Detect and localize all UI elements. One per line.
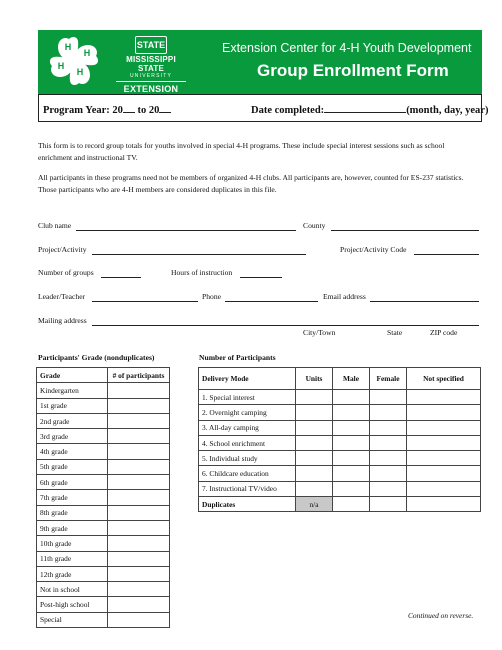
grade-label: 9th grade (37, 520, 108, 535)
female-cell[interactable] (370, 466, 407, 481)
grade-label: 8th grade (37, 505, 108, 520)
intro-paragraph-1: This form is to record group totals for youths involved in special 4-H programs. These include special interest sessions such as school enrichment and instructional TV. (38, 141, 445, 162)
msu-extension-logo (112, 36, 190, 94)
grade-label: Kindergarten (37, 383, 108, 398)
female-cell[interactable] (370, 435, 407, 450)
not-specified-cell[interactable] (407, 435, 481, 450)
city-town-label: City/Town (303, 328, 336, 337)
grade-count-cell[interactable] (108, 475, 170, 490)
grade-label: 5th grade (37, 459, 108, 474)
svg-text:H: H (83, 48, 91, 58)
grade-label: Post-high school (37, 597, 108, 612)
leader-teacher-line[interactable] (92, 301, 198, 302)
grade-label: Not in school (37, 582, 108, 597)
male-header: Male (333, 368, 370, 390)
delivery-mode-row (199, 390, 481, 405)
club-name-line[interactable] (76, 230, 296, 231)
date-completed-field (251, 102, 488, 116)
to-label: to 20 (137, 105, 160, 116)
units-cell[interactable] (296, 481, 333, 496)
units-cell[interactable] (296, 405, 333, 420)
email-line[interactable] (370, 301, 479, 302)
units-cell[interactable] (296, 420, 333, 435)
grade-row (37, 582, 170, 597)
grade-label: 7th grade (37, 490, 108, 505)
male-cell[interactable] (333, 420, 370, 435)
phone-label: Phone (202, 292, 221, 301)
program-year-bar (38, 94, 489, 122)
female-cell[interactable] (370, 451, 407, 466)
msu-seal: STATE (135, 36, 167, 54)
grade-count-cell[interactable] (108, 551, 170, 566)
not-specified-header: Not specified (407, 368, 481, 390)
delivery-mode-label: 2. Overnight camping (199, 405, 296, 420)
not-specified-cell[interactable] (407, 405, 481, 420)
hours-of-instruction-line[interactable] (240, 277, 282, 278)
hours-of-instruction-label: Hours of instruction (171, 268, 233, 277)
grade-count-cell[interactable] (108, 505, 170, 520)
delivery-mode-row (199, 420, 481, 435)
mailing-address-line[interactable] (92, 325, 479, 326)
delivery-mode-header: Delivery Mode (199, 368, 296, 390)
start-year-blank[interactable] (123, 102, 135, 113)
mailing-address-label: Mailing address (38, 316, 87, 325)
grade-table (36, 367, 170, 628)
female-cell[interactable] (370, 405, 407, 420)
female-cell[interactable] (370, 390, 407, 405)
program-year-field (43, 102, 171, 116)
delivery-mode-row (199, 405, 481, 420)
msu-name: MISSISSIPPI STATE (126, 55, 176, 73)
svg-text:H: H (76, 67, 84, 77)
state-label: State (387, 328, 403, 337)
number-of-groups-line[interactable] (101, 277, 141, 278)
participants-section-title: Number of Participants (199, 353, 276, 362)
grade-count-cell[interactable] (108, 429, 170, 444)
grade-label: 4th grade (37, 444, 108, 459)
leader-teacher-label: Leader/Teacher (38, 292, 86, 301)
phone-line[interactable] (225, 301, 318, 302)
grade-header: Grade (37, 368, 108, 383)
intro-paragraph-2: All participants in these programs need not be members of organized 4-H clubs. All participants are, however, counted for ES-237 statistics. Those participants who are 4-H members are considered duplicates in this file. (38, 173, 464, 194)
number-of-groups-label: Number of groups (38, 268, 94, 277)
msu-university: UNIVERSITY (129, 73, 172, 79)
project-activity-code-line[interactable] (414, 254, 479, 255)
units-cell[interactable] (296, 390, 333, 405)
project-activity-label: Project/Activity (38, 245, 87, 254)
project-activity-line[interactable] (92, 254, 306, 255)
not-specified-cell[interactable] (407, 420, 481, 435)
grade-row (37, 429, 170, 444)
delivery-mode-row (199, 481, 481, 496)
delivery-mode-label: 1. Special interest (199, 390, 296, 405)
delivery-mode-row (199, 451, 481, 466)
grade-count-cell[interactable] (108, 566, 170, 581)
grade-label: Special (37, 612, 108, 627)
units-header: Units (296, 368, 333, 390)
delivery-mode-label: 7. Instructional TV/video (199, 481, 296, 496)
continued-note: Continued on reverse. (408, 611, 474, 620)
grade-label: 1st grade (37, 398, 108, 413)
svg-text:H: H (57, 61, 65, 71)
date-completed-label: Date completed: (251, 105, 325, 116)
grade-row (37, 413, 170, 428)
end-year-blank[interactable] (159, 102, 171, 113)
program-year-label: Program Year: 20 (43, 105, 123, 116)
grade-label: 2nd grade (37, 413, 108, 428)
date-completed-blank[interactable] (324, 102, 406, 113)
duplicates-label: Duplicates (199, 497, 296, 512)
county-line[interactable] (331, 230, 479, 231)
grade-count-cell[interactable] (108, 444, 170, 459)
delivery-mode-label: 5. Individual study (199, 451, 296, 466)
not-specified-cell[interactable] (407, 481, 481, 496)
duplicates-female-cell[interactable] (370, 497, 407, 512)
delivery-mode-row (199, 435, 481, 450)
grade-count-cell[interactable] (108, 536, 170, 551)
female-cell[interactable] (370, 420, 407, 435)
grade-count-cell[interactable] (108, 597, 170, 612)
male-cell[interactable] (333, 466, 370, 481)
duplicates-not-specified-cell[interactable] (407, 497, 481, 512)
male-cell[interactable] (333, 405, 370, 420)
svg-text:H: H (64, 42, 72, 52)
email-label: Email address (323, 292, 366, 301)
male-cell[interactable] (333, 451, 370, 466)
grade-label: 10th grade (37, 536, 108, 551)
not-specified-cell[interactable] (407, 390, 481, 405)
grade-row (37, 551, 170, 566)
grade-row (37, 520, 170, 535)
msu-extension: EXTENSION (123, 84, 179, 94)
delivery-mode-label: 3. All-day camping (199, 420, 296, 435)
duplicates-male-cell[interactable] (333, 497, 370, 512)
grade-row (37, 475, 170, 490)
not-specified-cell[interactable] (407, 451, 481, 466)
grade-row (37, 597, 170, 612)
grade-count-cell[interactable] (108, 413, 170, 428)
units-cell[interactable] (296, 466, 333, 481)
grade-row (37, 398, 170, 413)
participants-count-header: # of participants (108, 368, 170, 383)
grade-label: 11th grade (37, 551, 108, 566)
header-subtitle: Extension Center for 4-H Youth Development (222, 41, 472, 55)
units-cell[interactable] (296, 451, 333, 466)
duplicates-units-na: n/a (296, 497, 333, 512)
msu-rule (116, 81, 186, 82)
grade-row (37, 566, 170, 581)
grade-row (37, 536, 170, 551)
grade-count-cell[interactable] (108, 612, 170, 627)
participants-table (198, 367, 481, 512)
grade-row (37, 490, 170, 505)
male-cell[interactable] (333, 390, 370, 405)
male-cell[interactable] (333, 435, 370, 450)
grade-count-cell[interactable] (108, 520, 170, 535)
delivery-mode-row (199, 466, 481, 481)
grade-count-cell[interactable] (108, 398, 170, 413)
female-header: Female (370, 368, 407, 390)
grade-section-title: Participants' Grade (nonduplicates) (38, 353, 155, 362)
county-label: County (303, 221, 326, 230)
grade-row (37, 383, 170, 398)
grade-count-cell[interactable] (108, 582, 170, 597)
grade-label: 6th grade (37, 475, 108, 490)
delivery-mode-label: 4. School enrichment (199, 435, 296, 450)
grade-row (37, 612, 170, 627)
delivery-mode-label: 6. Childcare education (199, 466, 296, 481)
grade-count-cell[interactable] (108, 383, 170, 398)
zip-code-label: ZIP code (430, 328, 458, 337)
grade-count-cell[interactable] (108, 459, 170, 474)
not-specified-cell[interactable] (407, 466, 481, 481)
grade-row (37, 459, 170, 474)
four-h-clover-icon (44, 33, 104, 91)
grade-row (37, 444, 170, 459)
male-cell[interactable] (333, 481, 370, 496)
grade-label: 12th grade (37, 566, 108, 581)
grade-count-cell[interactable] (108, 490, 170, 505)
female-cell[interactable] (370, 481, 407, 496)
units-cell[interactable] (296, 435, 333, 450)
grade-label: 3rd grade (37, 429, 108, 444)
date-format-hint: (month, day, year) (406, 105, 489, 116)
form-title: Group Enrollment Form (257, 61, 449, 80)
club-name-label: Club name (38, 221, 72, 230)
grade-row (37, 505, 170, 520)
project-activity-code-label: Project/Activity Code (340, 245, 407, 254)
